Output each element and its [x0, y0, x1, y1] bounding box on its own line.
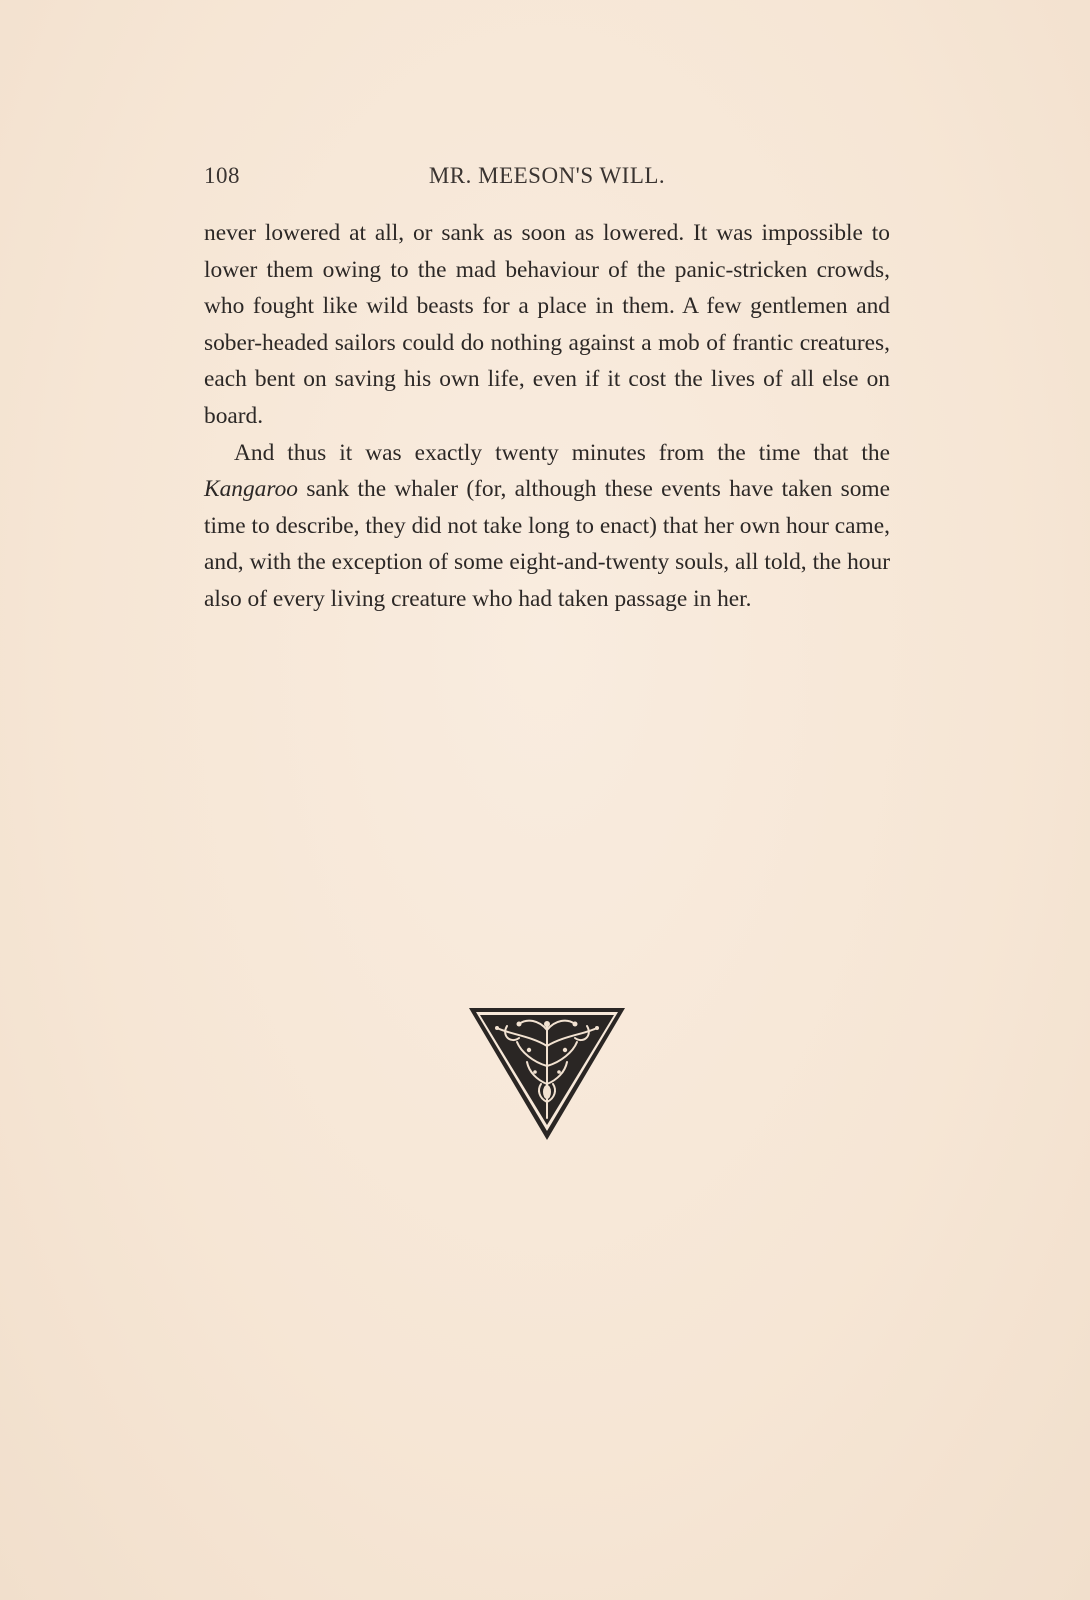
paragraph-2-text-before: And thus it was exactly twenty minutes from the time that the: [234, 439, 890, 466]
ship-name-italic: Kangaroo: [204, 476, 299, 503]
running-header: [204, 163, 890, 193]
triangular-floral-tailpiece-icon: [467, 1006, 627, 1142]
paragraph-2-text-after: sank the whaler (for, although these events have taken some time to describe, they did not take long to enact) that her own hour came, and, with the exception of some eight-and-twenty souls, all told, the hour also of every living creature who had taken passage in her.: [204, 476, 890, 612]
page-number: 108: [204, 163, 240, 188]
body-text: [204, 215, 890, 618]
running-title: MR. MEESON'S WILL.: [428, 163, 666, 188]
paragraph-1: never lowered at all, or sank as soon as lowered. It was impossible to lower them owing to the mad behaviour of the panic-stricken crowds, who fought like wild beasts for a place in them. A few gentlemen and sober-headed sailors could do nothing against a mob of frantic creatures, each bent on saving his own life, even if it cost the lives of all else on board.: [204, 220, 890, 429]
paragraph-2: [204, 435, 890, 618]
